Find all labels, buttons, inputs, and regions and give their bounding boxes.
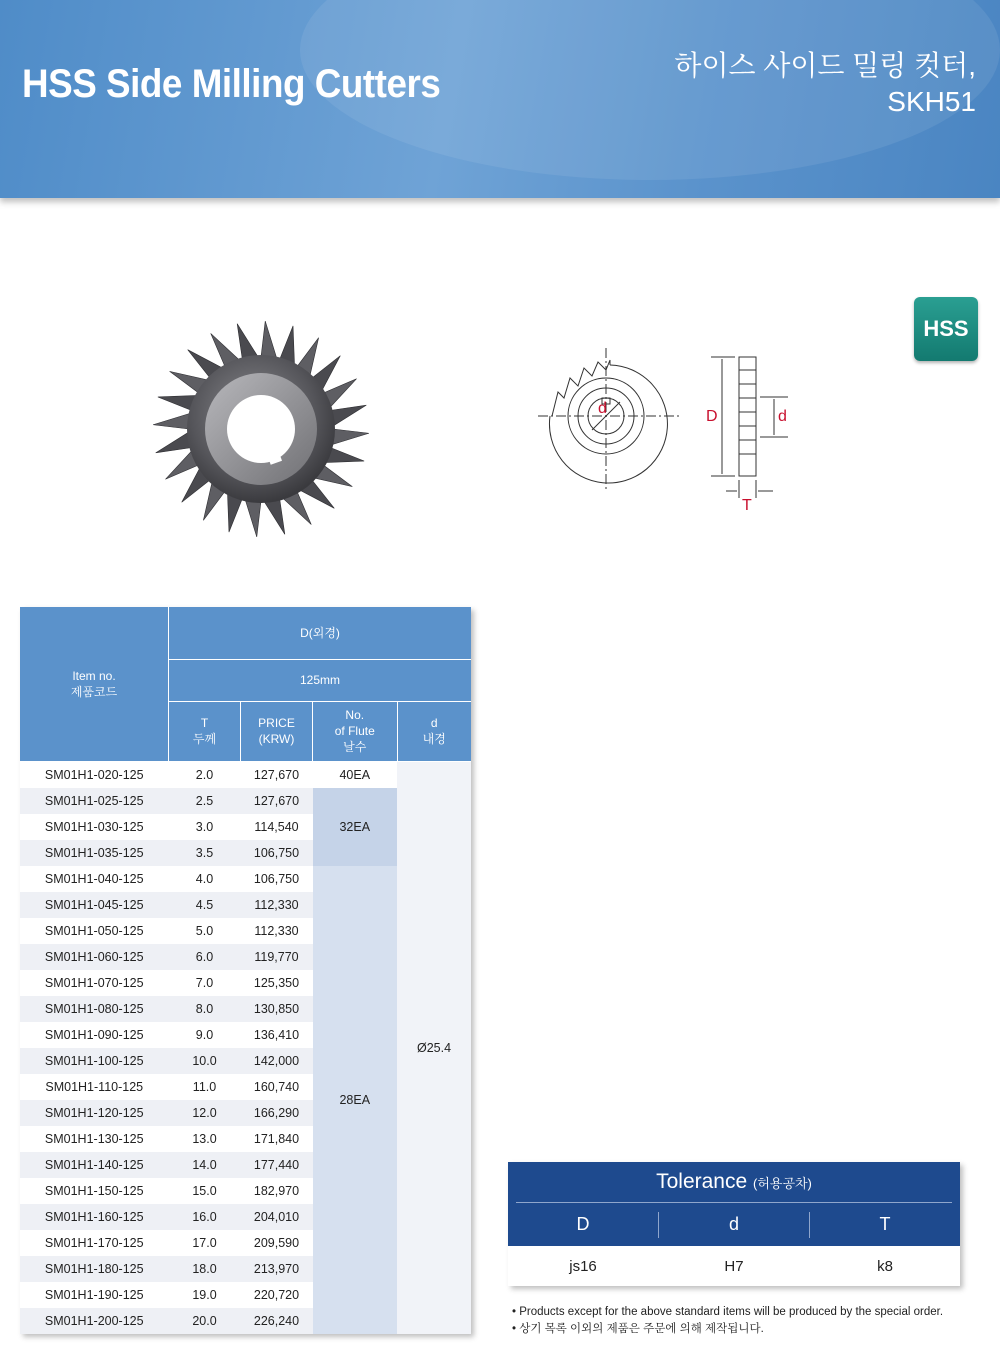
thickness-cell: 3.5 <box>169 840 241 866</box>
item-code-cell: SM01H1-090-125 <box>20 1022 169 1048</box>
item-code-cell: SM01H1-160-125 <box>20 1204 169 1230</box>
thickness-cell: 15.0 <box>169 1178 241 1204</box>
item-code-cell: SM01H1-150-125 <box>20 1178 169 1204</box>
tolerance-table <box>508 1162 960 1286</box>
flute-count-cell: 32EA <box>313 788 398 866</box>
thickness-cell: 2.5 <box>169 788 241 814</box>
thickness-cell: 6.0 <box>169 944 241 970</box>
item-code-cell: SM01H1-100-125 <box>20 1048 169 1074</box>
item-code-cell: SM01H1-190-125 <box>20 1282 169 1308</box>
header-banner <box>0 0 1000 198</box>
product-table-body <box>20 761 471 1334</box>
flute-count-cell: 28EA <box>313 866 398 1334</box>
price-cell: 125,350 <box>241 970 313 996</box>
thickness-cell: 8.0 <box>169 996 241 1022</box>
front-d-label: d <box>598 400 607 417</box>
tolerance-value-D: js16 <box>569 1258 597 1275</box>
cutter-tooth <box>261 321 277 359</box>
footnote-english: • Products except for the above standard items will be produced by the special order. <box>512 1306 944 1318</box>
cutter-tooth <box>237 324 258 360</box>
tolerance-header <box>508 1162 960 1246</box>
cutter-tooth <box>156 432 192 453</box>
footnote-korean: • 상기 목록 이외의 제품은 주문에 의해 제작됩니다. <box>512 1323 764 1335</box>
tolerance-header-T: T <box>879 1214 891 1234</box>
cutter-tooth <box>245 499 261 537</box>
thickness-label: T <box>742 497 752 514</box>
thickness-cell: 11.0 <box>169 1074 241 1100</box>
item-code-cell: SM01H1-070-125 <box>20 970 169 996</box>
price-cell: 127,670 <box>241 788 313 814</box>
price-cell: 213,970 <box>241 1256 313 1282</box>
price-cell: 171,840 <box>241 1126 313 1152</box>
item-code-cell: SM01H1-110-125 <box>20 1074 169 1100</box>
footnotes <box>512 1304 943 1338</box>
tolerance-header-d: d <box>728 1214 739 1234</box>
thickness-cell: 2.0 <box>169 761 241 788</box>
item-code-cell: SM01H1-030-125 <box>20 814 169 840</box>
table-row <box>20 761 471 788</box>
price-cell: 166,290 <box>241 1100 313 1126</box>
price-cell: 114,540 <box>241 814 313 840</box>
inner-diameter-cell: Ø25.4 <box>397 761 471 1334</box>
product-table <box>20 607 471 1334</box>
price-cell: 204,010 <box>241 1204 313 1230</box>
cutter-tooth <box>331 405 367 426</box>
thickness-cell: 20.0 <box>169 1308 241 1334</box>
header-price: PRICE (KRW) <box>241 701 313 761</box>
page-title: HSS Side Milling Cutters <box>22 62 441 106</box>
item-code-cell: SM01H1-080-125 <box>20 996 169 1022</box>
tolerance-title: Tolerance (허용공차) <box>656 1170 812 1193</box>
price-cell: 130,850 <box>241 996 313 1022</box>
thickness-cell: 4.0 <box>169 866 241 892</box>
cutter-tooth <box>153 413 191 429</box>
flute-count-cell: 40EA <box>313 761 398 788</box>
price-cell: 136,410 <box>241 1022 313 1048</box>
price-cell: 182,970 <box>241 1178 313 1204</box>
inner-diameter-label: d <box>778 408 787 425</box>
price-cell: 112,330 <box>241 918 313 944</box>
price-cell: 177,440 <box>241 1152 313 1178</box>
item-code-cell: SM01H1-200-125 <box>20 1308 169 1334</box>
material-grade: SKH51 <box>887 86 976 117</box>
thickness-cell: 12.0 <box>169 1100 241 1126</box>
header-inner-diameter: d 내경 <box>397 701 471 761</box>
cutter-photo <box>150 318 372 540</box>
thickness-cell: 13.0 <box>169 1126 241 1152</box>
thickness-cell: 18.0 <box>169 1256 241 1282</box>
price-cell: 209,590 <box>241 1230 313 1256</box>
hss-badge: HSS <box>914 297 978 361</box>
item-code-cell: SM01H1-025-125 <box>20 788 169 814</box>
item-code-cell: SM01H1-180-125 <box>20 1256 169 1282</box>
page-title-korean: 하이스 사이드 밀링 컷터, <box>674 50 976 81</box>
header-size: 125mm <box>169 659 472 701</box>
thickness-cell: 14.0 <box>169 1152 241 1178</box>
thickness-cell: 9.0 <box>169 1022 241 1048</box>
item-code-cell: SM01H1-040-125 <box>20 866 169 892</box>
item-code-cell: SM01H1-140-125 <box>20 1152 169 1178</box>
item-code-cell: SM01H1-050-125 <box>20 918 169 944</box>
thickness-cell: 10.0 <box>169 1048 241 1074</box>
item-code-cell: SM01H1-060-125 <box>20 944 169 970</box>
price-cell: 160,740 <box>241 1074 313 1100</box>
thickness-cell: 5.0 <box>169 918 241 944</box>
header-item-no: Item no. 제품코드 <box>20 607 169 761</box>
price-cell: 106,750 <box>241 840 313 866</box>
item-code-cell: SM01H1-120-125 <box>20 1100 169 1126</box>
thickness-cell: 19.0 <box>169 1282 241 1308</box>
thickness-cell: 16.0 <box>169 1204 241 1230</box>
header-outer-diameter: D(외경) <box>169 607 472 659</box>
price-cell: 106,750 <box>241 866 313 892</box>
tolerance-value-T: k8 <box>877 1258 893 1275</box>
thickness-cell: 17.0 <box>169 1230 241 1256</box>
tolerance-divider <box>516 1202 952 1203</box>
outer-diameter-label: D <box>706 408 718 425</box>
header-flute: No. of Flute 날수 <box>313 701 398 761</box>
item-code-cell: SM01H1-130-125 <box>20 1126 169 1152</box>
price-cell: 226,240 <box>241 1308 313 1334</box>
cutter-tooth <box>264 499 285 535</box>
cutter-tooth <box>331 429 369 445</box>
technical-drawing <box>530 340 800 515</box>
thickness-cell: 4.5 <box>169 892 241 918</box>
item-code-cell: SM01H1-170-125 <box>20 1230 169 1256</box>
header-thickness: T 두께 <box>169 701 241 761</box>
price-cell: 220,720 <box>241 1282 313 1308</box>
price-cell: 112,330 <box>241 892 313 918</box>
price-cell: 142,000 <box>241 1048 313 1074</box>
price-cell: 119,770 <box>241 944 313 970</box>
thickness-cell: 3.0 <box>169 814 241 840</box>
item-code-cell: SM01H1-045-125 <box>20 892 169 918</box>
item-code-cell: SM01H1-020-125 <box>20 761 169 788</box>
tolerance-value-d: H7 <box>724 1258 744 1275</box>
item-code-cell: SM01H1-035-125 <box>20 840 169 866</box>
price-cell: 127,670 <box>241 761 313 788</box>
tolerance-header-D: D <box>576 1214 590 1234</box>
thickness-cell: 7.0 <box>169 970 241 996</box>
